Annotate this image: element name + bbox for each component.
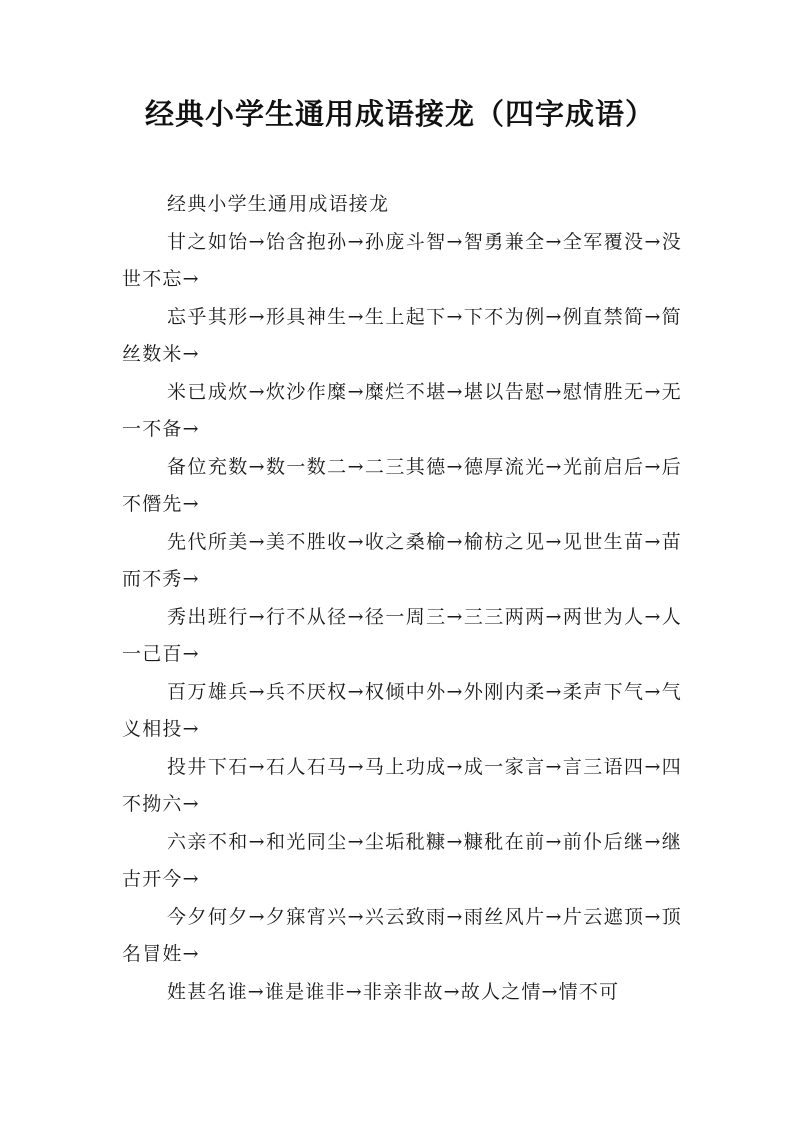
idiom-chain-paragraph: 备位充数→数一数二→二三其德→德厚流光→光前启后→后不僭先→	[122, 455, 682, 515]
idiom-chain-paragraph: 先代所美→美不胜收→收之桑榆→榆枋之见→见世生苗→苗而不秀→	[122, 530, 682, 590]
document-body	[122, 186, 682, 1011]
idiom-chain-paragraph: 米已成炊→炊沙作糜→糜烂不堪→堪以告慰→慰情胜无→无一不备→	[122, 380, 682, 440]
idiom-chain-paragraph: 甘之如饴→饴含抱孙→孙庞斗智→智勇兼全→全军覆没→没世不忘→	[122, 230, 682, 290]
idiom-chain-paragraph: 忘乎其形→形具神生→生上起下→下不为例→例直禁简→简丝数米→	[122, 305, 682, 365]
idiom-chain-paragraph: 投井下石→石人石马→马上功成→成一家言→言三语四→四不拗六→	[122, 755, 682, 815]
idiom-chain-paragraph: 姓甚名谁→谁是谁非→非亲非故→故人之情→情不可	[167, 980, 620, 1003]
idiom-chain-paragraph: 百万雄兵→兵不厌权→权倾中外→外刚内柔→柔声下气→气义相投→	[122, 680, 682, 740]
page-title: 经典小学生通用成语接龙（四字成语）	[144, 97, 655, 131]
idiom-chain-paragraph: 六亲不和→和光同尘→尘垢秕糠→糠秕在前→前仆后继→继古开今→	[122, 830, 682, 890]
idiom-chain-paragraph: 秀出班行→行不从径→径一周三→三三两两→两世为人→人一己百→	[122, 605, 682, 665]
subtitle-paragraph: 经典小学生通用成语接龙	[167, 193, 390, 215]
idiom-chain-paragraph: 今夕何夕→夕寐宵兴→兴云致雨→雨丝风片→片云遮顶→顶名冒姓→	[122, 905, 682, 965]
